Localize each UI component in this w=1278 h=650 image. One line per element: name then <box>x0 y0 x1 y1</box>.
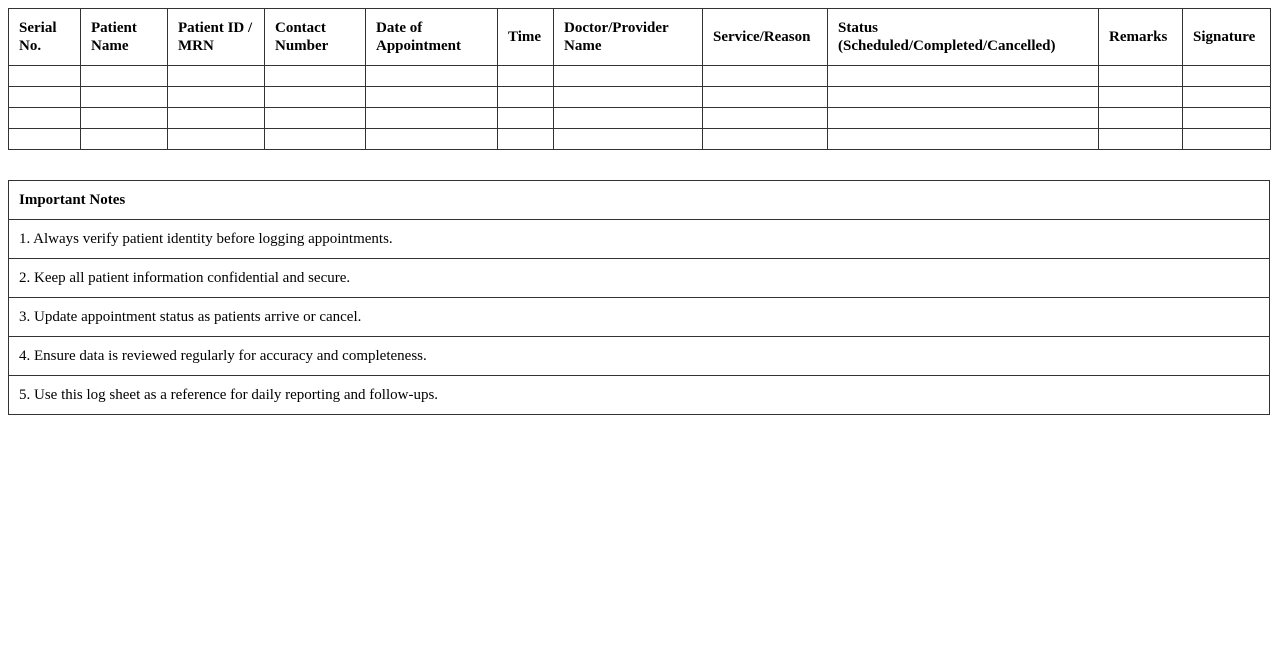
table-cell[interactable] <box>554 108 703 129</box>
table-cell[interactable] <box>9 66 81 87</box>
table-cell[interactable] <box>168 87 265 108</box>
table-cell[interactable] <box>1099 66 1183 87</box>
table-cell[interactable] <box>9 87 81 108</box>
important-notes-table <box>8 180 1270 415</box>
table-cell[interactable] <box>265 87 366 108</box>
note-item: 4. Ensure data is reviewed regularly for accuracy and completeness. <box>9 337 1270 376</box>
table-cell[interactable] <box>168 129 265 150</box>
table-cell[interactable] <box>1099 87 1183 108</box>
table-cell[interactable] <box>1099 129 1183 150</box>
appointment-log-table <box>8 8 1271 150</box>
table-cell[interactable] <box>81 87 168 108</box>
table-cell[interactable] <box>81 108 168 129</box>
col-patient-name: Patient Name <box>81 9 168 66</box>
table-row <box>9 129 1271 150</box>
table-cell[interactable] <box>703 129 828 150</box>
table-cell[interactable] <box>498 66 554 87</box>
table-cell[interactable] <box>703 87 828 108</box>
col-service-reason: Service/Reason <box>703 9 828 66</box>
table-row <box>9 108 1271 129</box>
table-cell[interactable] <box>554 66 703 87</box>
col-patient-id: Patient ID / MRN <box>168 9 265 66</box>
table-cell[interactable] <box>1099 108 1183 129</box>
note-item: 2. Keep all patient information confidential and secure. <box>9 259 1270 298</box>
table-cell[interactable] <box>1183 87 1271 108</box>
table-cell[interactable] <box>168 108 265 129</box>
table-cell[interactable] <box>366 66 498 87</box>
table-cell[interactable] <box>554 87 703 108</box>
table-cell[interactable] <box>554 129 703 150</box>
header-row <box>9 9 1271 66</box>
note-item: 3. Update appointment status as patients arrive or cancel. <box>9 298 1270 337</box>
table-cell[interactable] <box>366 129 498 150</box>
col-date-of-appointment: Date of Appointment <box>366 9 498 66</box>
table-cell[interactable] <box>168 66 265 87</box>
col-signature: Signature <box>1183 9 1271 66</box>
table-cell[interactable] <box>366 87 498 108</box>
table-cell[interactable] <box>498 129 554 150</box>
table-cell[interactable] <box>9 129 81 150</box>
table-cell[interactable] <box>1183 66 1271 87</box>
col-serial-no: Serial No. <box>9 9 81 66</box>
note-item: 5. Use this log sheet as a reference for daily reporting and follow-ups. <box>9 376 1270 415</box>
table-cell[interactable] <box>828 108 1099 129</box>
table-cell[interactable] <box>265 66 366 87</box>
table-cell[interactable] <box>828 129 1099 150</box>
col-doctor-provider: Doctor/Provider Name <box>554 9 703 66</box>
table-cell[interactable] <box>703 108 828 129</box>
table-cell[interactable] <box>265 108 366 129</box>
table-cell[interactable] <box>498 108 554 129</box>
table-cell[interactable] <box>498 87 554 108</box>
table-cell[interactable] <box>265 129 366 150</box>
table-cell[interactable] <box>81 129 168 150</box>
table-cell[interactable] <box>703 66 828 87</box>
col-contact-number: Contact Number <box>265 9 366 66</box>
table-row <box>9 66 1271 87</box>
notes-title: Important Notes <box>9 181 1270 220</box>
table-cell[interactable] <box>81 66 168 87</box>
table-cell[interactable] <box>1183 129 1271 150</box>
table-row <box>9 87 1271 108</box>
table-cell[interactable] <box>1183 108 1271 129</box>
table-cell[interactable] <box>828 87 1099 108</box>
note-item: 1. Always verify patient identity before logging appointments. <box>9 220 1270 259</box>
col-time: Time <box>498 9 554 66</box>
col-status: Status (Scheduled/Completed/Cancelled) <box>828 9 1099 66</box>
table-cell[interactable] <box>828 66 1099 87</box>
table-cell[interactable] <box>366 108 498 129</box>
col-remarks: Remarks <box>1099 9 1183 66</box>
table-cell[interactable] <box>9 108 81 129</box>
